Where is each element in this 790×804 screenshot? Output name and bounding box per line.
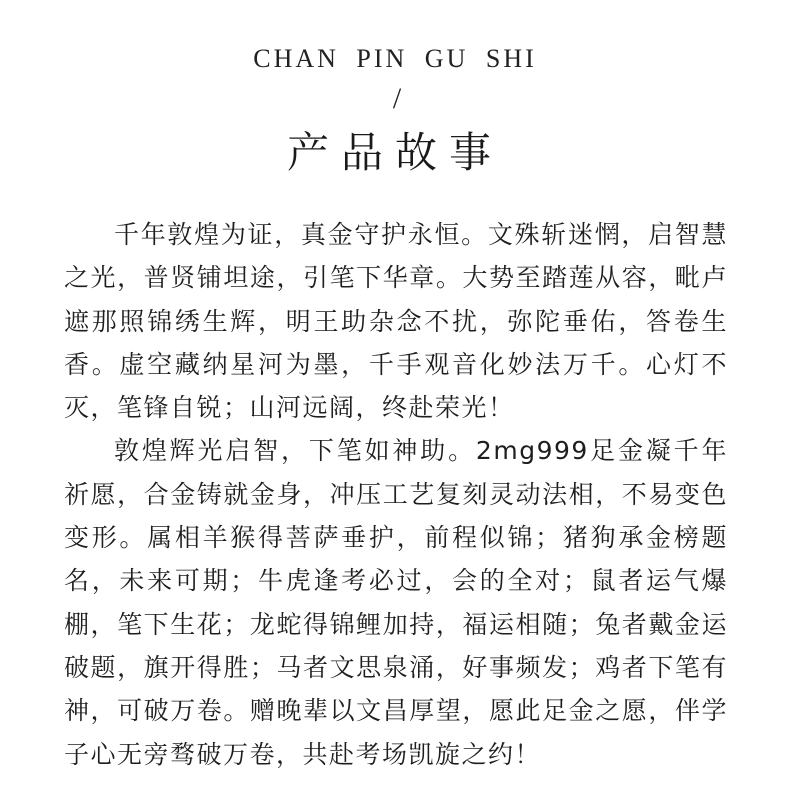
section-subtitle-pinyin: CHAN PIN GU SHI <box>253 44 537 73</box>
story-paragraph-2: 敦煌辉光启智，下笔如神助。2mg999足金凝千年祈愿，合金铸就金身，冲压工艺复刻灵动法相，不易变色变形。属相羊猴得菩萨垂护，前程似锦；猪狗承金榜题名，未来可期；牛虎逢考必过，会的全对；鼠者运气爆棚，笔下生花；龙蛇得锦鲤加持，福运相随；兔者戴金运破题，旗开得胜；马者文思泉涌，好事频发；鸡者下笔有神，可破万卷。赠晚辈以文昌厚望，愿此足金之愿，伴学子心无旁骛破万卷，共赴考场凯旋之约！ <box>64 436 728 769</box>
story-paragraph-1: 千年敦煌为证，真金守护永恒。文殊斩迷惘，启智慧之光，普贤铺坦途，引笔下华章。大势至踏莲从容，毗卢遮那照锦绣生辉，明王助杂念不扰，弥陀垂佑，答卷生香。虚空藏纳星河为墨，千手观音化妙法万千。心灯不灭，笔锋自锐；山河远阔，终赴荣光！ <box>64 220 728 423</box>
section-title: 产品故事 <box>286 128 503 177</box>
story-body <box>64 213 728 776</box>
title-divider-slash: / <box>392 82 402 115</box>
